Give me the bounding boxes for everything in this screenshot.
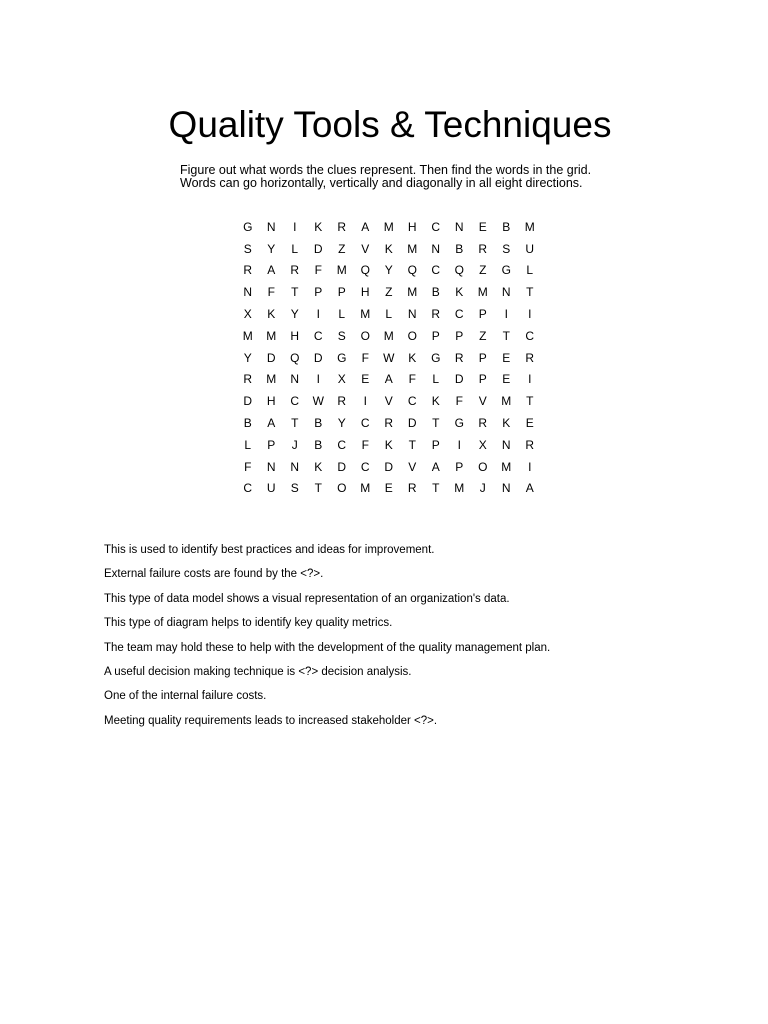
grid-cell: G [454, 416, 464, 431]
grid-cell: D [313, 350, 323, 365]
grid-cell: Q [454, 263, 464, 278]
grid-cell: N [290, 459, 300, 474]
grid-row [236, 369, 542, 391]
grid-cell: G [501, 263, 511, 278]
grid-cell: V [384, 394, 393, 409]
grid-row [236, 434, 542, 456]
grid-cell: C [243, 481, 253, 496]
grid-cell: B [243, 416, 252, 431]
grid-cell: I [504, 307, 508, 322]
grid-cell: E [502, 372, 511, 387]
grid-cell: T [291, 285, 299, 300]
grid-cell: Z [338, 241, 346, 256]
grid-cell: A [384, 372, 393, 387]
grid-cell: O [360, 328, 370, 343]
grid-cell: L [526, 263, 534, 278]
grid-cell: N [407, 307, 417, 322]
grid-cell: Q [407, 263, 417, 278]
grid-cell: M [383, 219, 394, 234]
grid-cell: Z [385, 285, 393, 300]
grid-cell: X [337, 372, 346, 387]
grid-row [236, 281, 542, 303]
grid-cell: P [478, 372, 487, 387]
grid-cell: H [360, 285, 370, 300]
grid-cell: T [314, 481, 322, 496]
grid-cell: J [479, 481, 486, 496]
grid-cell: S [290, 481, 299, 496]
grid-cell: F [244, 459, 252, 474]
grid-cell: Z [479, 328, 487, 343]
grid-cell: E [525, 416, 534, 431]
grid-cell: L [385, 307, 393, 322]
grid-cell: Y [290, 307, 299, 322]
grid-cell: R [337, 219, 347, 234]
grid-row [236, 260, 542, 282]
grid-cell: I [293, 219, 297, 234]
grid-cell: M [242, 328, 253, 343]
clue-item: External failure costs are found by the <?>. [104, 568, 324, 581]
grid-cell: M [360, 307, 371, 322]
grid-cell: F [267, 285, 275, 300]
clue-list [104, 540, 550, 735]
grid-cell: C [360, 416, 370, 431]
grid-cell: Q [290, 350, 300, 365]
grid-cell: G [431, 350, 441, 365]
grid-cell: U [266, 481, 276, 496]
grid-row [236, 347, 542, 369]
grid-cell: P [267, 437, 276, 452]
grid-cell: C [313, 328, 323, 343]
grid-cell: N [501, 437, 511, 452]
grid-cell: M [336, 263, 347, 278]
grid-cell: C [337, 437, 347, 452]
grid-cell: T [502, 328, 510, 343]
grid-cell: D [313, 241, 323, 256]
grid-row [236, 456, 542, 478]
clue-item: This is used to identify best practices and ideas for improvement. [104, 544, 435, 556]
grid-cell: Q [360, 263, 370, 278]
grid-cell: H [407, 219, 417, 234]
grid-cell: T [526, 285, 534, 300]
clue-item: One of the internal failure costs. [104, 690, 267, 703]
grid-cell: P [455, 459, 464, 474]
grid-cell: P [314, 285, 323, 300]
grid-cell: G [243, 219, 253, 234]
grid-cell: Y [243, 350, 252, 365]
grid-cell: I [316, 372, 320, 387]
grid-cell: K [384, 437, 393, 452]
grid-cell: M [383, 328, 394, 343]
grid-cell: S [337, 328, 346, 343]
grid-row [236, 303, 542, 325]
grid-cell: N [501, 481, 511, 496]
grid-cell: U [525, 241, 535, 256]
grid-cell: S [243, 241, 252, 256]
grid-cell: A [361, 219, 370, 234]
grid-row [236, 238, 542, 260]
grid-cell: N [501, 285, 511, 300]
grid-cell: T [408, 437, 416, 452]
grid-cell: P [478, 307, 487, 322]
grid-cell: C [525, 328, 535, 343]
grid-cell: P [337, 285, 346, 300]
grid-cell: T [291, 416, 299, 431]
grid-cell: F [408, 372, 416, 387]
grid-cell: I [528, 372, 532, 387]
grid-cell: Z [479, 263, 487, 278]
grid-cell: B [314, 437, 323, 452]
grid-cell: M [477, 285, 488, 300]
grid-cell: S [502, 241, 511, 256]
grid-cell: I [528, 307, 532, 322]
grid-cell: D [384, 459, 394, 474]
clue-item: This type of data model shows a visual representation of an organization's data. [104, 592, 510, 605]
grid-cell: V [361, 241, 370, 256]
grid-cell: X [243, 307, 252, 322]
grid-cell: G [337, 350, 347, 365]
grid-cell: R [337, 394, 347, 409]
grid-cell: I [457, 437, 461, 452]
grid-cell: F [361, 350, 369, 365]
grid-cell: J [291, 437, 298, 452]
grid-cell: K [431, 394, 440, 409]
grid-cell: B [431, 285, 440, 300]
grid-cell: P [455, 328, 464, 343]
grid-cell: N [243, 285, 253, 300]
instruction-line: Figure out what words the clues represent. Then find the words in the grid. [180, 163, 592, 177]
grid-cell: D [243, 394, 253, 409]
clue-item: This type of diagram helps to identify key quality metrics. [104, 617, 393, 630]
grid-cell: K [267, 307, 276, 322]
grid-cell: R [384, 416, 394, 431]
grid-cell: L [432, 372, 440, 387]
grid-cell: R [525, 437, 535, 452]
clue-item: The team may hold these to help with the development of the quality management plan. [104, 641, 551, 654]
grid-cell: B [455, 241, 464, 256]
grid-cell: P [431, 437, 440, 452]
clue-item: A useful decision making technique is <?> decision analysis. [104, 665, 412, 678]
grid-cell: L [291, 241, 299, 256]
grid-cell: B [314, 416, 323, 431]
grid-cell: L [338, 307, 346, 322]
grid-cell: F [361, 437, 369, 452]
grid-row [236, 390, 542, 412]
grid-cell: R [454, 350, 464, 365]
grid-cell: R [478, 416, 488, 431]
grid-cell: N [431, 241, 441, 256]
grid-cell: M [266, 328, 277, 343]
grid-cell: P [478, 350, 487, 365]
grid-cell: R [525, 350, 535, 365]
grid-cell: N [454, 219, 464, 234]
grid-cell: C [431, 263, 441, 278]
grid-cell: E [478, 219, 487, 234]
grid-cell: Y [384, 263, 393, 278]
grid-cell: O [337, 481, 347, 496]
grid-cell: M [501, 394, 512, 409]
grid-cell: O [407, 328, 417, 343]
grid-cell: M [407, 241, 418, 256]
grid-cell: D [266, 350, 276, 365]
grid-cell: E [361, 372, 370, 387]
instructions [180, 164, 680, 190]
instruction-line: Words can go horizontally, vertically and diagonally in all eight directions. [180, 176, 583, 190]
grid-cell: A [267, 263, 276, 278]
grid-cell: I [363, 394, 367, 409]
grid-cell: C [454, 307, 464, 322]
grid-cell: M [524, 219, 535, 234]
grid-cell: H [266, 394, 276, 409]
grid-cell: C [290, 394, 300, 409]
grid-cell: Y [337, 416, 346, 431]
grid-cell: N [266, 459, 276, 474]
grid-cell: H [290, 328, 300, 343]
grid-cell: A [267, 416, 276, 431]
grid-cell: X [478, 437, 487, 452]
grid-cell: T [526, 394, 534, 409]
grid-cell: D [454, 372, 464, 387]
word-search-grid [236, 216, 542, 499]
grid-cell: E [384, 481, 393, 496]
grid-cell: C [360, 459, 370, 474]
grid-cell: C [431, 219, 441, 234]
grid-cell: R [243, 263, 253, 278]
grid-cell: M [454, 481, 465, 496]
grid-row [236, 325, 542, 347]
page-title: Quality Tools & Techniques [168, 104, 612, 145]
grid-cell: A [431, 459, 440, 474]
grid-cell: D [407, 416, 417, 431]
grid-cell: T [432, 481, 440, 496]
grid-cell: K [314, 219, 323, 234]
grid-cell: K [408, 350, 417, 365]
grid-cell: O [478, 459, 488, 474]
grid-cell: K [314, 459, 323, 474]
grid-cell: B [502, 219, 511, 234]
grid-cell: R [478, 241, 488, 256]
grid-cell: I [528, 459, 532, 474]
grid-cell: I [316, 307, 320, 322]
grid-cell: R [407, 481, 417, 496]
grid-cell: N [266, 219, 276, 234]
grid-row [236, 478, 542, 500]
grid-row [236, 216, 542, 238]
grid-cell: K [384, 241, 393, 256]
grid-cell: C [407, 394, 417, 409]
grid-cell: M [360, 481, 371, 496]
grid-cell: V [478, 394, 487, 409]
grid-cell: R [290, 263, 300, 278]
grid-cell: L [244, 437, 252, 452]
grid-cell: N [290, 372, 300, 387]
grid-cell: W [312, 394, 324, 409]
grid-cell: R [431, 307, 441, 322]
grid-cell: M [407, 285, 418, 300]
clue-item: Meeting quality requirements leads to increased stakeholder <?>. [104, 714, 438, 727]
grid-cell: F [455, 394, 463, 409]
grid-cell: V [408, 459, 417, 474]
grid-cell: F [314, 263, 322, 278]
grid-cell: P [431, 328, 440, 343]
grid-cell: D [337, 459, 347, 474]
grid-cell: R [243, 372, 253, 387]
grid-cell: K [455, 285, 464, 300]
grid-cell: A [525, 481, 534, 496]
grid-cell: M [266, 372, 277, 387]
grid-cell: K [502, 416, 511, 431]
grid-cell: T [432, 416, 440, 431]
grid-row [236, 412, 542, 434]
grid-cell: Y [267, 241, 276, 256]
grid-cell: W [383, 350, 395, 365]
grid-cell: M [501, 459, 512, 474]
grid-cell: E [502, 350, 511, 365]
